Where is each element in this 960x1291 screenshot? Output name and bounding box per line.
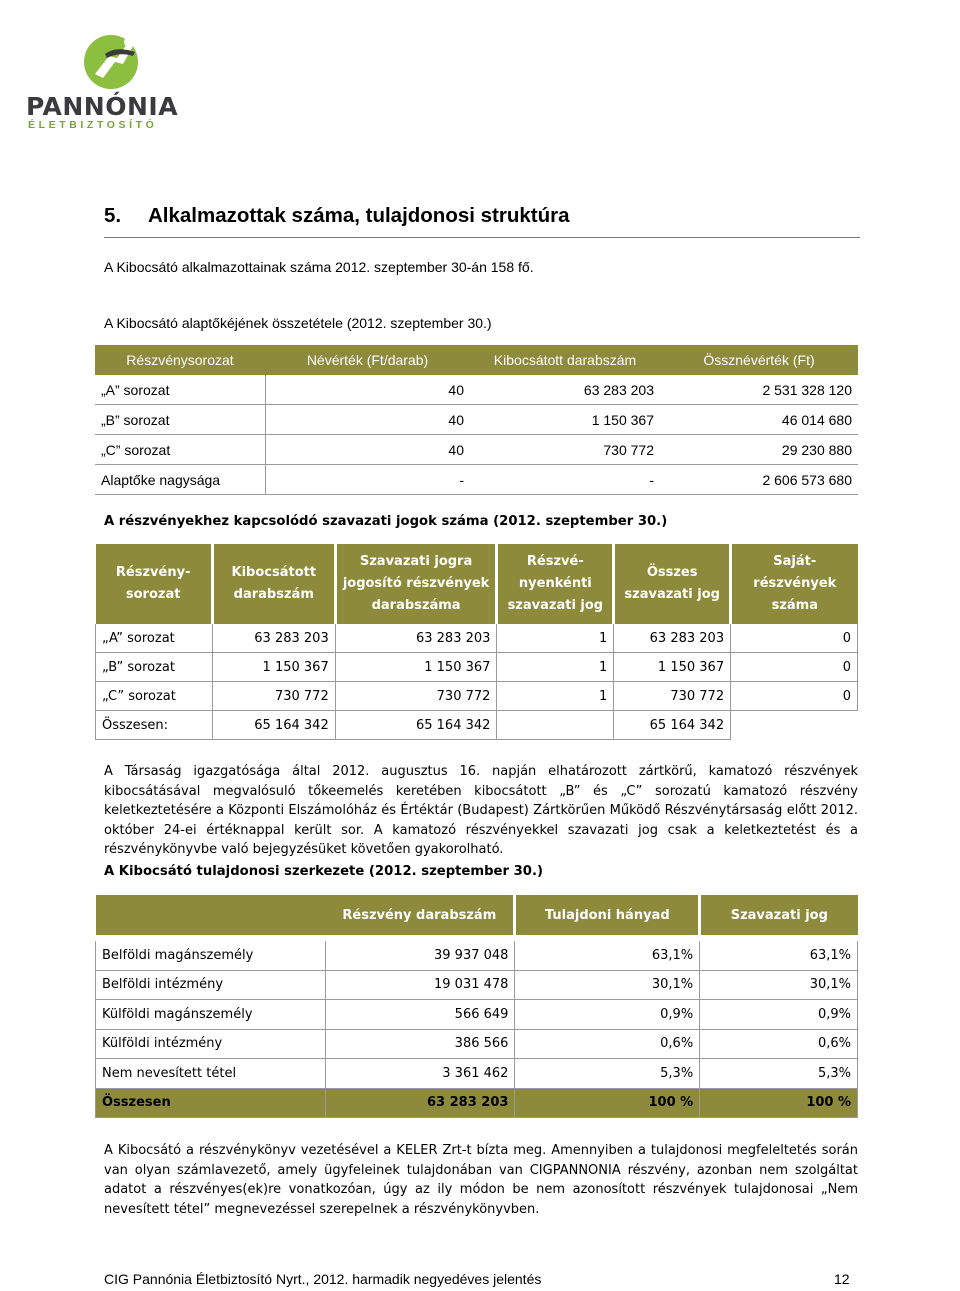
table-cell: 65 164 342 xyxy=(335,711,497,740)
table-cell: 100 % xyxy=(700,1088,858,1118)
section-title: Alkalmazottak száma, tulajdonosi struktúra xyxy=(148,204,570,227)
page-number: 12 xyxy=(834,1271,850,1287)
table-row xyxy=(96,1059,858,1089)
table-cell: 40 xyxy=(265,375,470,405)
footer-text: CIG Pannónia Életbiztosító Nyrt., 2012. harmadik negyedéves jelentés xyxy=(104,1271,542,1287)
table-cell: Alaptőke nagysága xyxy=(95,465,265,495)
table-cell: „C” sorozat xyxy=(95,435,265,465)
table-cell: - xyxy=(265,465,470,495)
table-cell: 40 xyxy=(265,435,470,465)
table-row xyxy=(96,970,858,1000)
table-cell: 2 606 573 680 xyxy=(660,465,858,495)
table-cell: „A” sorozat xyxy=(96,624,213,653)
capital-increase-paragraph: A Társaság igazgatósága által 2012. augusztus 16. napján elhatározott zártkörű, kamatozó részvények kibocsátásával megvalósuló tőkeemelés keretében kibocsátott „B” és „C” sorozatú kamatozó részvény keletkeztetésére a Központi Elszámolóház és Értéktár (Budapest) Zártkörűen Működő Részvénytársaság előtt 2012. október 24-ei értéknappal került sor. A kamatozó részvényekkel szavazati jog csak a keletkeztetést és a részvénykönyvbe való bejegyzésüket követően gyakorolható. xyxy=(104,764,858,857)
voting-rights-title: A részvényekhez kapcsolódó szavazati jogok száma (2012. szeptember 30.) xyxy=(104,514,668,529)
table-cell: 730 772 xyxy=(212,682,335,711)
table-header xyxy=(96,895,326,938)
table-cell: 63 283 203 xyxy=(325,1088,515,1118)
table-cell: 0 xyxy=(731,624,858,653)
table-cell: 29 230 880 xyxy=(660,435,858,465)
table-cell: 0,9% xyxy=(700,1000,858,1030)
table-cell: 65 164 342 xyxy=(212,711,335,740)
table-cell: 63,1% xyxy=(515,938,700,970)
table-header: Összes szavazati jog xyxy=(614,544,731,624)
table-cell: 100 % xyxy=(515,1088,700,1118)
table-cell: Külföldi intézmény xyxy=(96,1029,326,1059)
ownership-title: A Kibocsátó tulajdonosi szerkezete (2012. szeptember 30.) xyxy=(104,864,543,879)
table-row xyxy=(95,405,858,435)
table-cell: 1 xyxy=(497,682,614,711)
table-cell: 1 xyxy=(497,624,614,653)
table-cell: 0 xyxy=(731,653,858,682)
employees-paragraph: A Kibocsátó alkalmazottainak száma 2012. szeptember 30-án 158 fő. xyxy=(104,259,534,275)
table-row xyxy=(96,653,858,682)
table-cell: 386 566 xyxy=(325,1029,515,1059)
table-cell: 0,6% xyxy=(700,1029,858,1059)
table-total-row xyxy=(96,1088,858,1118)
table-header-row xyxy=(96,895,858,938)
table-row xyxy=(96,938,858,970)
table-cell: Külföldi magánszemély xyxy=(96,1000,326,1030)
table-cell: 30,1% xyxy=(515,970,700,1000)
table-cell: 39 937 048 xyxy=(325,938,515,970)
table-cell: Nem nevesített tétel xyxy=(96,1059,326,1089)
capital-paragraph: A Kibocsátó alaptőkéjének összetétele (2012. szeptember 30.) xyxy=(104,315,492,331)
table-header: Részvénysorozat xyxy=(126,352,234,368)
table-header-row xyxy=(96,544,858,624)
table-cell: 5,3% xyxy=(515,1059,700,1089)
heading-rule xyxy=(104,237,860,238)
table-cell: 63 283 203 xyxy=(335,624,497,653)
table-header: Saját- részvények száma xyxy=(753,554,837,613)
table-cell: 730 772 xyxy=(614,682,731,711)
table-cell: „B” sorozat xyxy=(96,653,213,682)
table-cell: 1 150 367 xyxy=(614,653,731,682)
table-header: Kibocsátott darabszám xyxy=(493,352,637,368)
table-cell: 63,1% xyxy=(700,938,858,970)
voting-rights-table xyxy=(95,544,858,740)
table-cell: 566 649 xyxy=(325,1000,515,1030)
table-cell: „A” sorozat xyxy=(95,375,265,405)
table-cell: - xyxy=(470,465,660,495)
table-cell: 730 772 xyxy=(335,682,497,711)
table-cell: 63 283 203 xyxy=(212,624,335,653)
pannonia-logo-mark-icon xyxy=(75,34,155,90)
table-row xyxy=(96,1000,858,1030)
table-cell: 30,1% xyxy=(700,970,858,1000)
table-cell xyxy=(497,711,614,740)
table-row xyxy=(96,624,858,653)
table-header: Kibocsátott darabszám xyxy=(212,544,335,624)
table-header: Szavazati jogra jogosító részvények darabszáma xyxy=(335,544,497,624)
table-cell: 46 014 680 xyxy=(660,405,858,435)
table-cell: 1 xyxy=(497,653,614,682)
ownership-table xyxy=(95,895,858,1118)
table-row xyxy=(95,435,858,465)
table-header: Tulajdoni hányad xyxy=(515,895,700,938)
table-row xyxy=(95,375,858,405)
table-cell: 63 283 203 xyxy=(470,375,660,405)
table-header: Szavazati jog xyxy=(700,895,858,938)
table-cell: 1 150 367 xyxy=(212,653,335,682)
table-row xyxy=(96,682,858,711)
table-row xyxy=(96,711,858,740)
table-cell: 40 xyxy=(265,405,470,435)
table-cell: 1 150 367 xyxy=(470,405,660,435)
table-cell: Belföldi magánszemély xyxy=(96,938,326,970)
table-row xyxy=(96,1029,858,1059)
table-cell: 3 361 462 xyxy=(325,1059,515,1089)
share-register-paragraph: A Kibocsátó a részvénykönyv vezetésével a KELER Zrt-t bízta meg. Amennyiben a tulajdonosi megfeleltetés során van olyan számlavezető, amely ügyfeleinek tulajdonában van CIGPANNONIA részvény, azonban nem szolgáltat adatot a részvényes(ek)re vonatkozóan, úgy az ily módon be nem azonosított részvények tulajdonosai „Nem nevesített tétel” megnevezéssel szerepelnek a részvénykönyvben. xyxy=(104,1143,858,1217)
table-cell: 0,9% xyxy=(515,1000,700,1030)
table-cell: 19 031 478 xyxy=(325,970,515,1000)
section-number: 5. xyxy=(104,204,122,227)
section-heading xyxy=(104,204,570,228)
logo-subtitle: ÉLETBIZTOSÍTÓ xyxy=(28,119,158,131)
table-cell: 63 283 203 xyxy=(614,624,731,653)
table-cell: Belföldi intézmény xyxy=(96,970,326,1000)
logo-name: PANNÓNIA xyxy=(26,92,179,121)
table-header: Részvény- sorozat xyxy=(96,544,213,624)
table-header: Névérték (Ft/darab) xyxy=(306,352,429,368)
table-cell: Összesen xyxy=(96,1088,326,1118)
table-cell: 2 531 328 120 xyxy=(660,375,858,405)
table-cell: 730 772 xyxy=(470,435,660,465)
table-header: Részvé- nyenkénti szavazati jog xyxy=(497,544,614,624)
table-cell: 0,6% xyxy=(515,1029,700,1059)
table-header: Össznévérték (Ft) xyxy=(703,352,815,368)
table-cell: „C” sorozat xyxy=(96,682,213,711)
table-row xyxy=(95,465,858,495)
table-cell: 0 xyxy=(731,682,858,711)
table-cell: 1 150 367 xyxy=(335,653,497,682)
table-header: Részvény darabszám xyxy=(325,895,515,938)
table-cell: „B” sorozat xyxy=(95,405,265,435)
table-cell: 65 164 342 xyxy=(614,711,731,740)
table-cell xyxy=(731,711,858,740)
table-cell: 5,3% xyxy=(700,1059,858,1089)
table-cell: Összesen: xyxy=(96,711,213,740)
capital-table xyxy=(95,345,858,495)
table-header-row xyxy=(95,345,858,375)
